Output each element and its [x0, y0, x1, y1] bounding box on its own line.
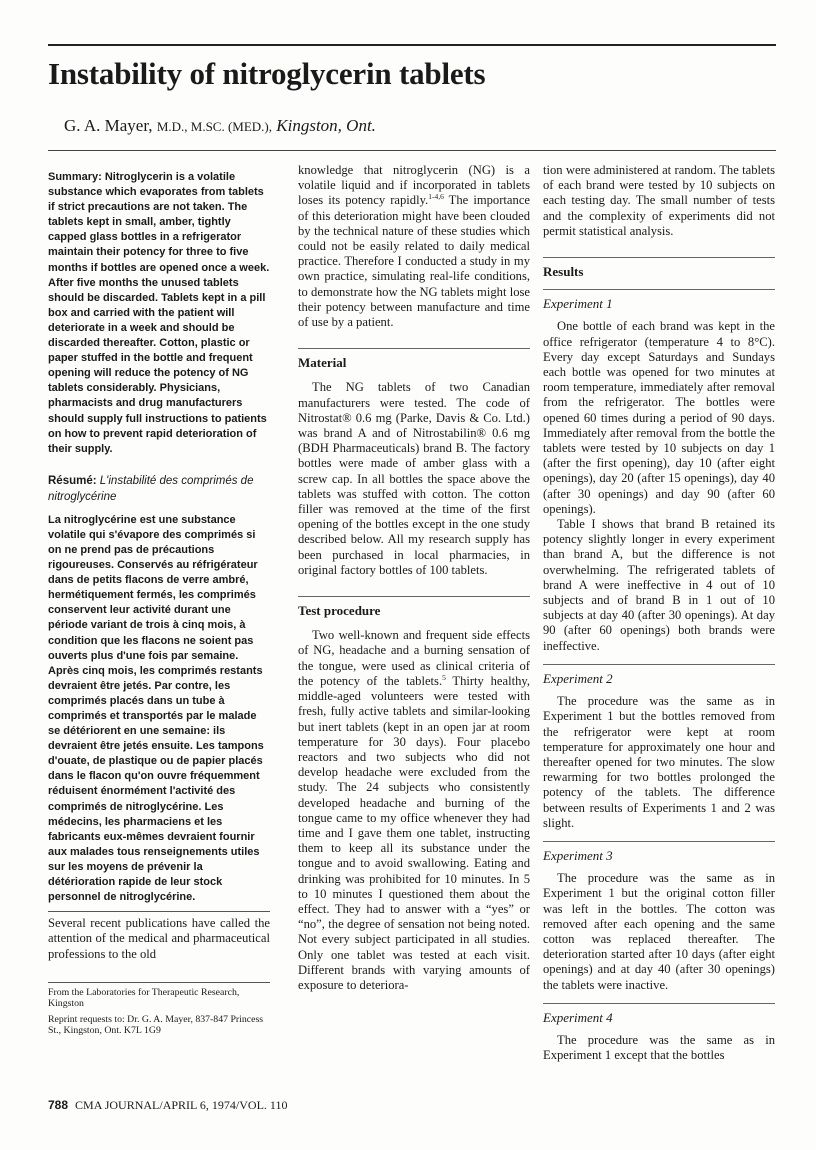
- experiment-1-heading: Experiment 1: [543, 289, 775, 311]
- author-location: Kingston, Ont.: [276, 116, 376, 135]
- results-heading: Results: [543, 257, 775, 279]
- experiment-3-paragraph: The procedure was the same as in Experiment 1 but the original cotton filler was left in the bottles. The cotton was removed after each opening and the same cotton was replaced thereafter. The deterioration started after 10 days (after eight openings) and at day 40 (after 30 openings) the tablets were inactive.: [543, 871, 775, 992]
- reprint-footnote: Reprint requests to: Dr. G. A. Mayer, 837-847 Princess St., Kingston, Ont. K7L 1G9: [48, 1013, 264, 1037]
- test-text-a: Two well-known and frequent side effects of NG, headache and a burning sensation of the tongue, were used as clinical criteria of the potency of the tablets.: [298, 628, 530, 688]
- resume-heading: [48, 473, 270, 505]
- top-rule: [48, 44, 776, 46]
- author-degrees: M.D., M.SC. (MED.),: [156, 119, 273, 134]
- experiment-2-paragraph: The procedure was the same as in Experiment 1 but the bottles removed from the refrigerator were kept at room temperature for approximately one hour and thereafter opened for two minutes. The slow rewarming for two bottles prolonged the potency of the tablets. The difference between results of Experiments 1 and 2 was slight.: [543, 694, 775, 830]
- summary-separator: [48, 911, 270, 912]
- journal-citation: CMA JOURNAL/APRIL 6, 1974/VOL. 110: [75, 1098, 288, 1112]
- article-title: Instability of nitroglycerin tablets: [48, 56, 486, 91]
- resume-text: La nitroglycérine est une substance volatile qui s'évapore des comprimés si on ne prend pas de précautions rigoureuses. Conservés au réfrigérateur dans de petits flacons de verre ambré, hermétiquement fermés, les comprimés conservent leur activité durant une période variant de trois à cinq mois, à condition que les flacons ne soient pas ouverts plus d'une fois par semaine. Après cinq mois, les comprimés restants devraient être jetés. Par contre, les comprimés placés dans un tube à comprimés et transportés par le malade se détériorent en une semaine: ils devraient être jetés ensuite. Les tampons d'ouate, de plastique ou de papier placés dans le flacon qu'on ouvre fréquemment réduisent énormément l'activité des comprimés de nitroglycérine. Les médecins, les pharmaciens et les fabricants eux-mêmes devraient fournir aux malades tous renseignements utiles sur les moyens de prévenir la détérioration rapide de leur stock personnel de nitroglycérine.: [48, 513, 264, 904]
- test-procedure-text: [298, 628, 530, 993]
- affiliation-footnote: From the Laboratories for Therapeutic Research, Kingston: [48, 986, 240, 1010]
- summary-text: Summary: Nitroglycerin is a volatile substance which evaporates from tablets if strict precautions are not taken. The tablets kept in small, amber, tightly capped glass bottles in a refrigerator maintain their potency for three to five months if bottles are opened once a week. After five months the unused tablets should be discarded. Tablets kept in a pill box and carried with the patient will deteriorate in a week and should be discarded thereafter. Cotton, plastic or paper stuffed in the bottle and frequent opening will reduce the potency of NG tablets considerably. Physicians, pharmacists and drug manufacturers should supply full instructions to patients on how to prevent rapid deterioration of their supply.: [48, 171, 270, 455]
- column-3: [543, 163, 775, 1063]
- column-2: [298, 163, 530, 993]
- material-text: The NG tablets of two Canadian manufacturers were tested. The code of Nitrostat® 0.6 mg (Parke, Davis & Co. Ltd.) was brand A and of Nitrostabilin® 0.6 mg (BDH Pharmaceuticals) brand B. The factory bottles were made of amber glass with a screw cap. In all bottles the space above the tablets was stuffed with cotton. The cotton filler was removed at the time of the first opening of the bottles except in the one study described below. All my research supply has been purchased in local pharmacies, in original factory bottles of 100 tablets.: [298, 380, 530, 577]
- page-number: 788: [48, 1098, 69, 1112]
- author-name: G. A. Mayer,: [64, 116, 153, 135]
- experiment-2-heading: Experiment 2: [543, 664, 775, 686]
- summary: [48, 170, 270, 457]
- test-procedure-continued: tion were administered at random. The tablets of each brand were tested by 10 subjects on each testing day. The small number of tests and the complexity of experiments did not permit statistical analysis.: [543, 163, 775, 238]
- intro-text-b: The importance of this deterioration might have been clouded by the technical nature of these studies which could not be easily related to daily medical practice. Therefore I conducted a study in my own practice, simulating real-life conditions, to demonstrate how the NG tablets might lose their potency between manufacture and time of use by a patient.: [298, 193, 530, 330]
- author-byline: [64, 116, 376, 136]
- citation-sup: 1-4,6: [428, 192, 444, 202]
- resume-title: L'instabilité des comprimés de nitroglycérine: [48, 474, 254, 503]
- experiment-4-paragraph: The procedure was the same as in Experiment 1 except that the bottles: [543, 1032, 775, 1063]
- resume: [48, 513, 270, 905]
- intro-paragraph: Several recent publications have called the attention of the medical and pharmaceutical professions to the old: [48, 916, 270, 961]
- title-rule: [48, 150, 776, 151]
- intro-text-a: knowledge that nitroglycerin (NG) is a volatile liquid and if incorporated in tablets loses its potency rapidly.: [298, 163, 530, 208]
- test-procedure-heading: Test procedure: [298, 596, 530, 618]
- experiment-1-paragraph-1: One bottle of each brand was kept in the office refrigerator (temperature 4 to 8°C). Every day except Saturdays and Sundays each bottle was opened for two minutes at room temperature, immediately after removal from the refrigerator. The bottles were opened 60 times during a period of 90 days. Immediately after removal from the bottle the tablets were tested by 10 subjects on day 1 (after the first opening), day 10 (after eight openings), day 20 (after 15 openings), day 40 (after 30 openings) and day 90 (after 60 openings).: [543, 319, 775, 516]
- page-footer: [48, 1098, 288, 1113]
- footnote-rule: [48, 982, 270, 983]
- column-1: [48, 170, 270, 1040]
- test-text-b: Thirty healthy, middle-aged volunteers were tested with fresh, fully active tablets and similar-looking but inert tablets (kept in an open jar at room temperature for 30 days). Four placebo reactors and two subjects who did not develop headache were excluded from the study. The 24 subjects who consistently developed headache and burning of the tongue came to my office whenever they had time and I gave them one tablet, instructing them to keep all its substance under the tongue and to avoid swallowing. Eating and drinking was prohibited for 10 minutes. In 5 to 10 minutes I questioned them about the effect. They had to answer with a “yes” or “no”, the degree of sensation not being noted. Not every subject participated in all studies. Only one tablet was tested at each visit. Different brands with varying amounts of exposure to deteriora-: [298, 673, 530, 992]
- experiment-4-heading: Experiment 4: [543, 1003, 775, 1025]
- resume-label: Résumé:: [48, 474, 97, 487]
- intro-continued: [298, 163, 530, 330]
- experiment-1-paragraph-2: Table I shows that brand B retained its potency slightly longer in every experiment than brand A, but the difference is not overwhelming. The refrigerated tablets of brand A were ineffective in 4 out of 10 subjects and of brand B in 1 out of 10 subjects at day 40 (after 30 openings). At day 90 (after 60 openings) both brands were ineffective.: [543, 517, 775, 653]
- experiment-3-heading: Experiment 3: [543, 841, 775, 863]
- material-heading: Material: [298, 348, 530, 370]
- citation-sup: 5: [442, 672, 446, 682]
